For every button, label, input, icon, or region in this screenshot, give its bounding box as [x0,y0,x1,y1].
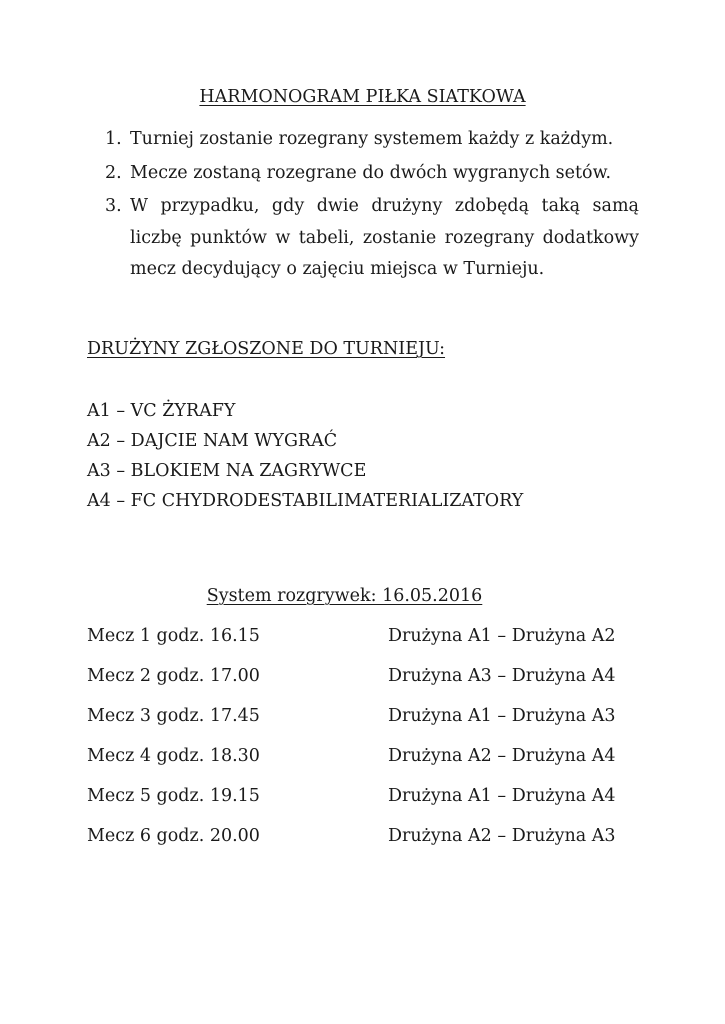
match-teams: Drużyna A3 – Drużyna A4 [388,666,616,686]
match-teams: Drużyna A1 – Drużyna A2 [388,626,616,646]
match-schedule [87,624,647,864]
match-time: Mecz 4 godz. 18.30 [87,746,260,766]
team-item: A1 – VC ŻYRAFY [87,401,236,421]
match-time: Mecz 3 godz. 17.45 [87,706,260,726]
match-time: Mecz 2 godz. 17.00 [87,666,260,686]
match-row [87,784,647,824]
match-teams: Drużyna A2 – Drużyna A4 [388,746,616,766]
match-teams: Drużyna A1 – Drużyna A3 [388,706,616,726]
match-teams: Drużyna A2 – Drużyna A3 [388,826,616,846]
document-title: HARMONOGRAM PIŁKA SIATKOWA [199,87,526,107]
rule-item [101,158,639,190]
rule-text: W przypadku, gdy dwie drużyny zdobędą taką samą liczbę punktów w tabeli, zostanie rozegrany dodatkowy mecz decydujący o zajęciu miejsca w Turnieju. [130,196,639,279]
rule-number: 2. [105,162,122,183]
teams-list [87,396,523,516]
match-row [87,744,647,784]
schedule-heading: System rozgrywek: 16.05.2016 [206,586,483,606]
rule-text: Turniej zostanie rozegrany systemem każdy z każdym. [130,129,614,149]
team-item: A4 – FC CHYDRODESTABILIMATERIALIZATORY [87,491,524,511]
rule-number: 3. [105,196,122,216]
rules-list [101,124,639,288]
match-row [87,824,647,864]
rule-number: 1. [105,129,122,149]
teams-heading: DRUŻYNY ZGŁOSZONE DO TURNIEJU: [87,339,446,359]
match-time: Mecz 1 godz. 16.15 [87,626,260,646]
match-row [87,624,647,664]
rule-text: Mecze zostaną rozegrane do dwóch wygranych setów. [130,162,612,183]
match-row [87,704,647,744]
match-teams: Drużyna A1 – Drużyna A4 [388,786,616,806]
rule-item [101,191,639,286]
team-item: A2 – DAJCIE NAM WYGRAĆ [87,431,338,451]
match-time: Mecz 6 godz. 20.00 [87,826,260,846]
team-item: A3 – BLOKIEM NA ZAGRYWCE [87,461,367,481]
match-time: Mecz 5 godz. 19.15 [87,786,260,806]
match-row [87,664,647,704]
rule-item [101,124,639,156]
